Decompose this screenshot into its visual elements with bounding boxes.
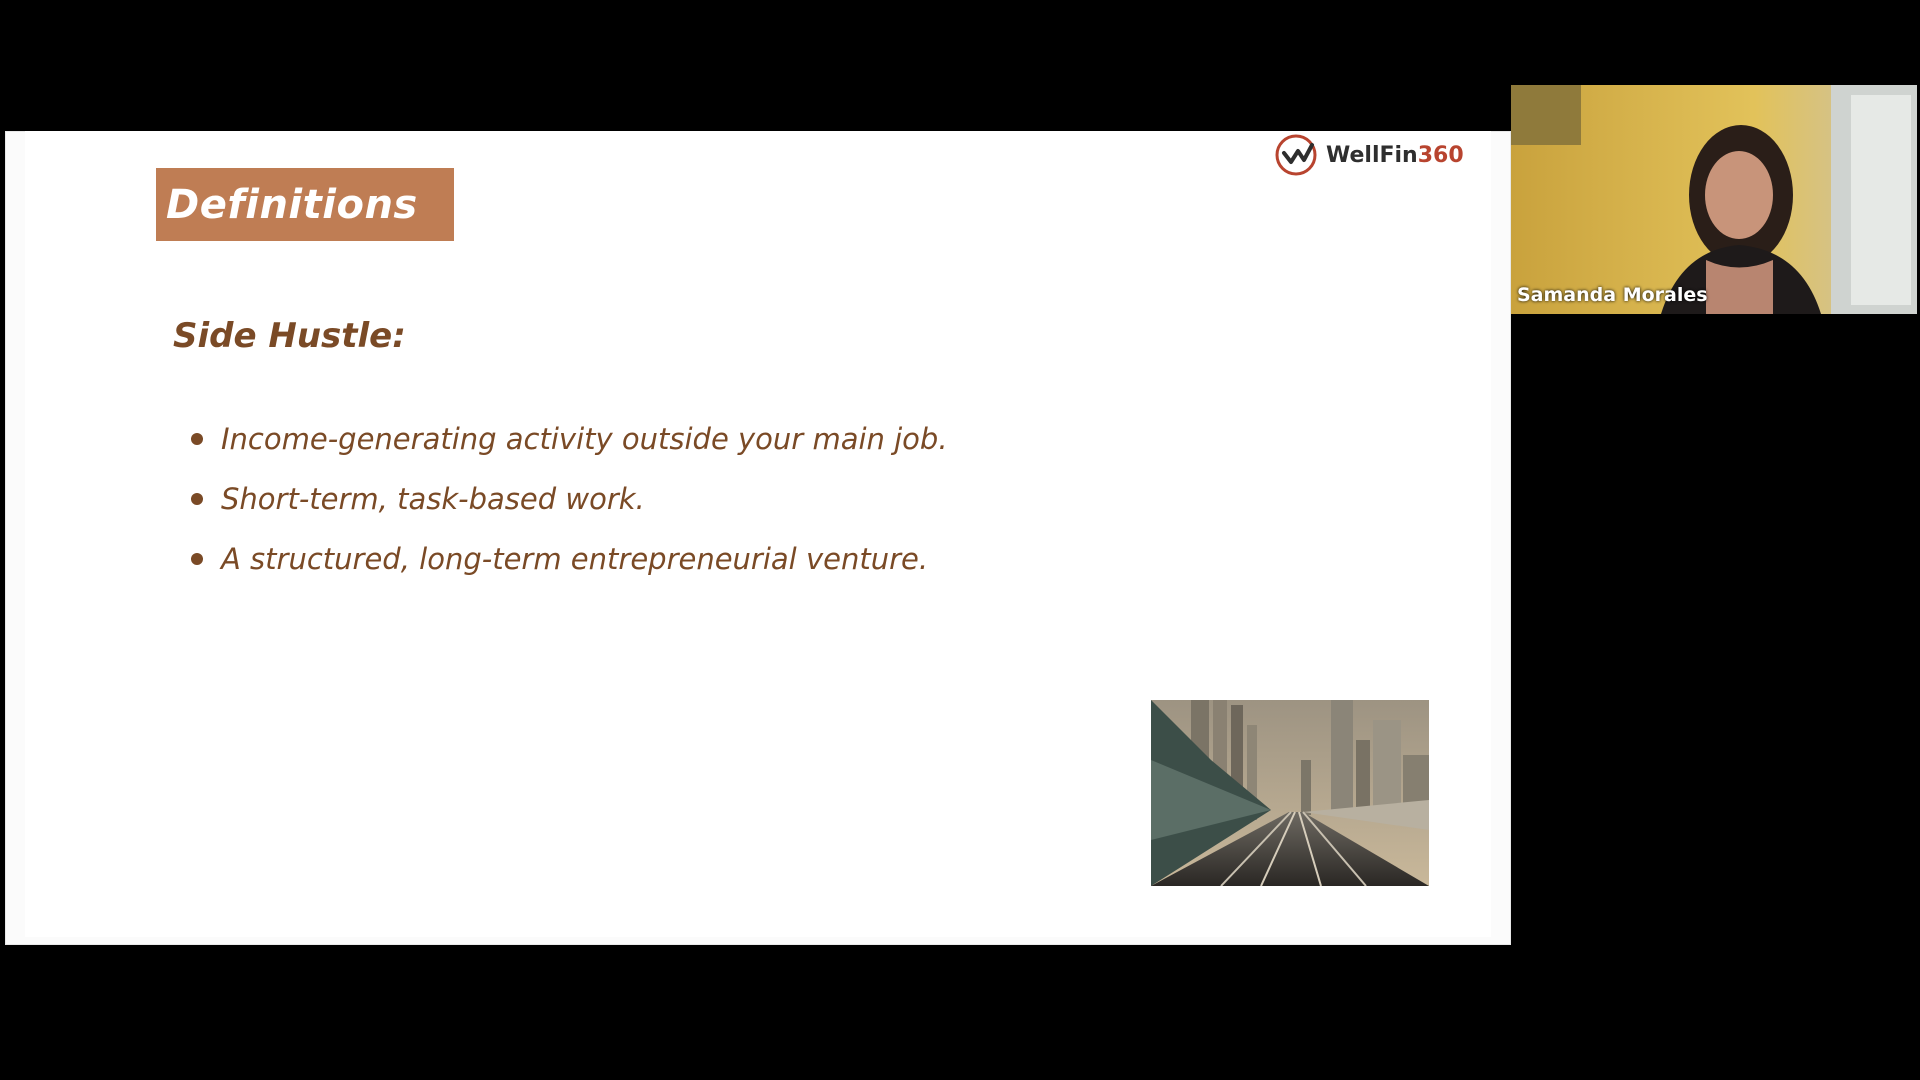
bullet-text: A structured, long-term entrepreneurial venture.	[221, 542, 929, 576]
slide-content	[25, 131, 1491, 937]
slide-subheading: Side Hustle:	[173, 316, 406, 356]
bullet-list	[185, 409, 948, 589]
shared-slide	[5, 131, 1511, 945]
bullet-icon	[191, 433, 203, 445]
check-circle-logo-icon	[1274, 133, 1318, 177]
logo-name-main: WellFin	[1326, 142, 1418, 168]
participant-name: Samanda Morales	[1517, 284, 1708, 306]
bullet-item	[185, 529, 948, 589]
bullet-icon	[191, 553, 203, 565]
bullet-item	[185, 469, 948, 529]
logo-text	[1326, 143, 1464, 168]
bullet-text: Income-generating activity outside your main job.	[221, 422, 948, 456]
logo-name-accent: 360	[1417, 142, 1464, 168]
slide-title: Definitions	[166, 181, 418, 228]
bullet-text: Short-term, task-based work.	[221, 482, 645, 516]
bullet-icon	[191, 493, 203, 505]
participant-video-tile[interactable]	[1511, 85, 1917, 314]
bullet-item	[185, 409, 948, 469]
city-rail-photo	[1151, 700, 1429, 886]
company-logo	[1274, 133, 1464, 177]
slide-title-box	[156, 168, 454, 241]
